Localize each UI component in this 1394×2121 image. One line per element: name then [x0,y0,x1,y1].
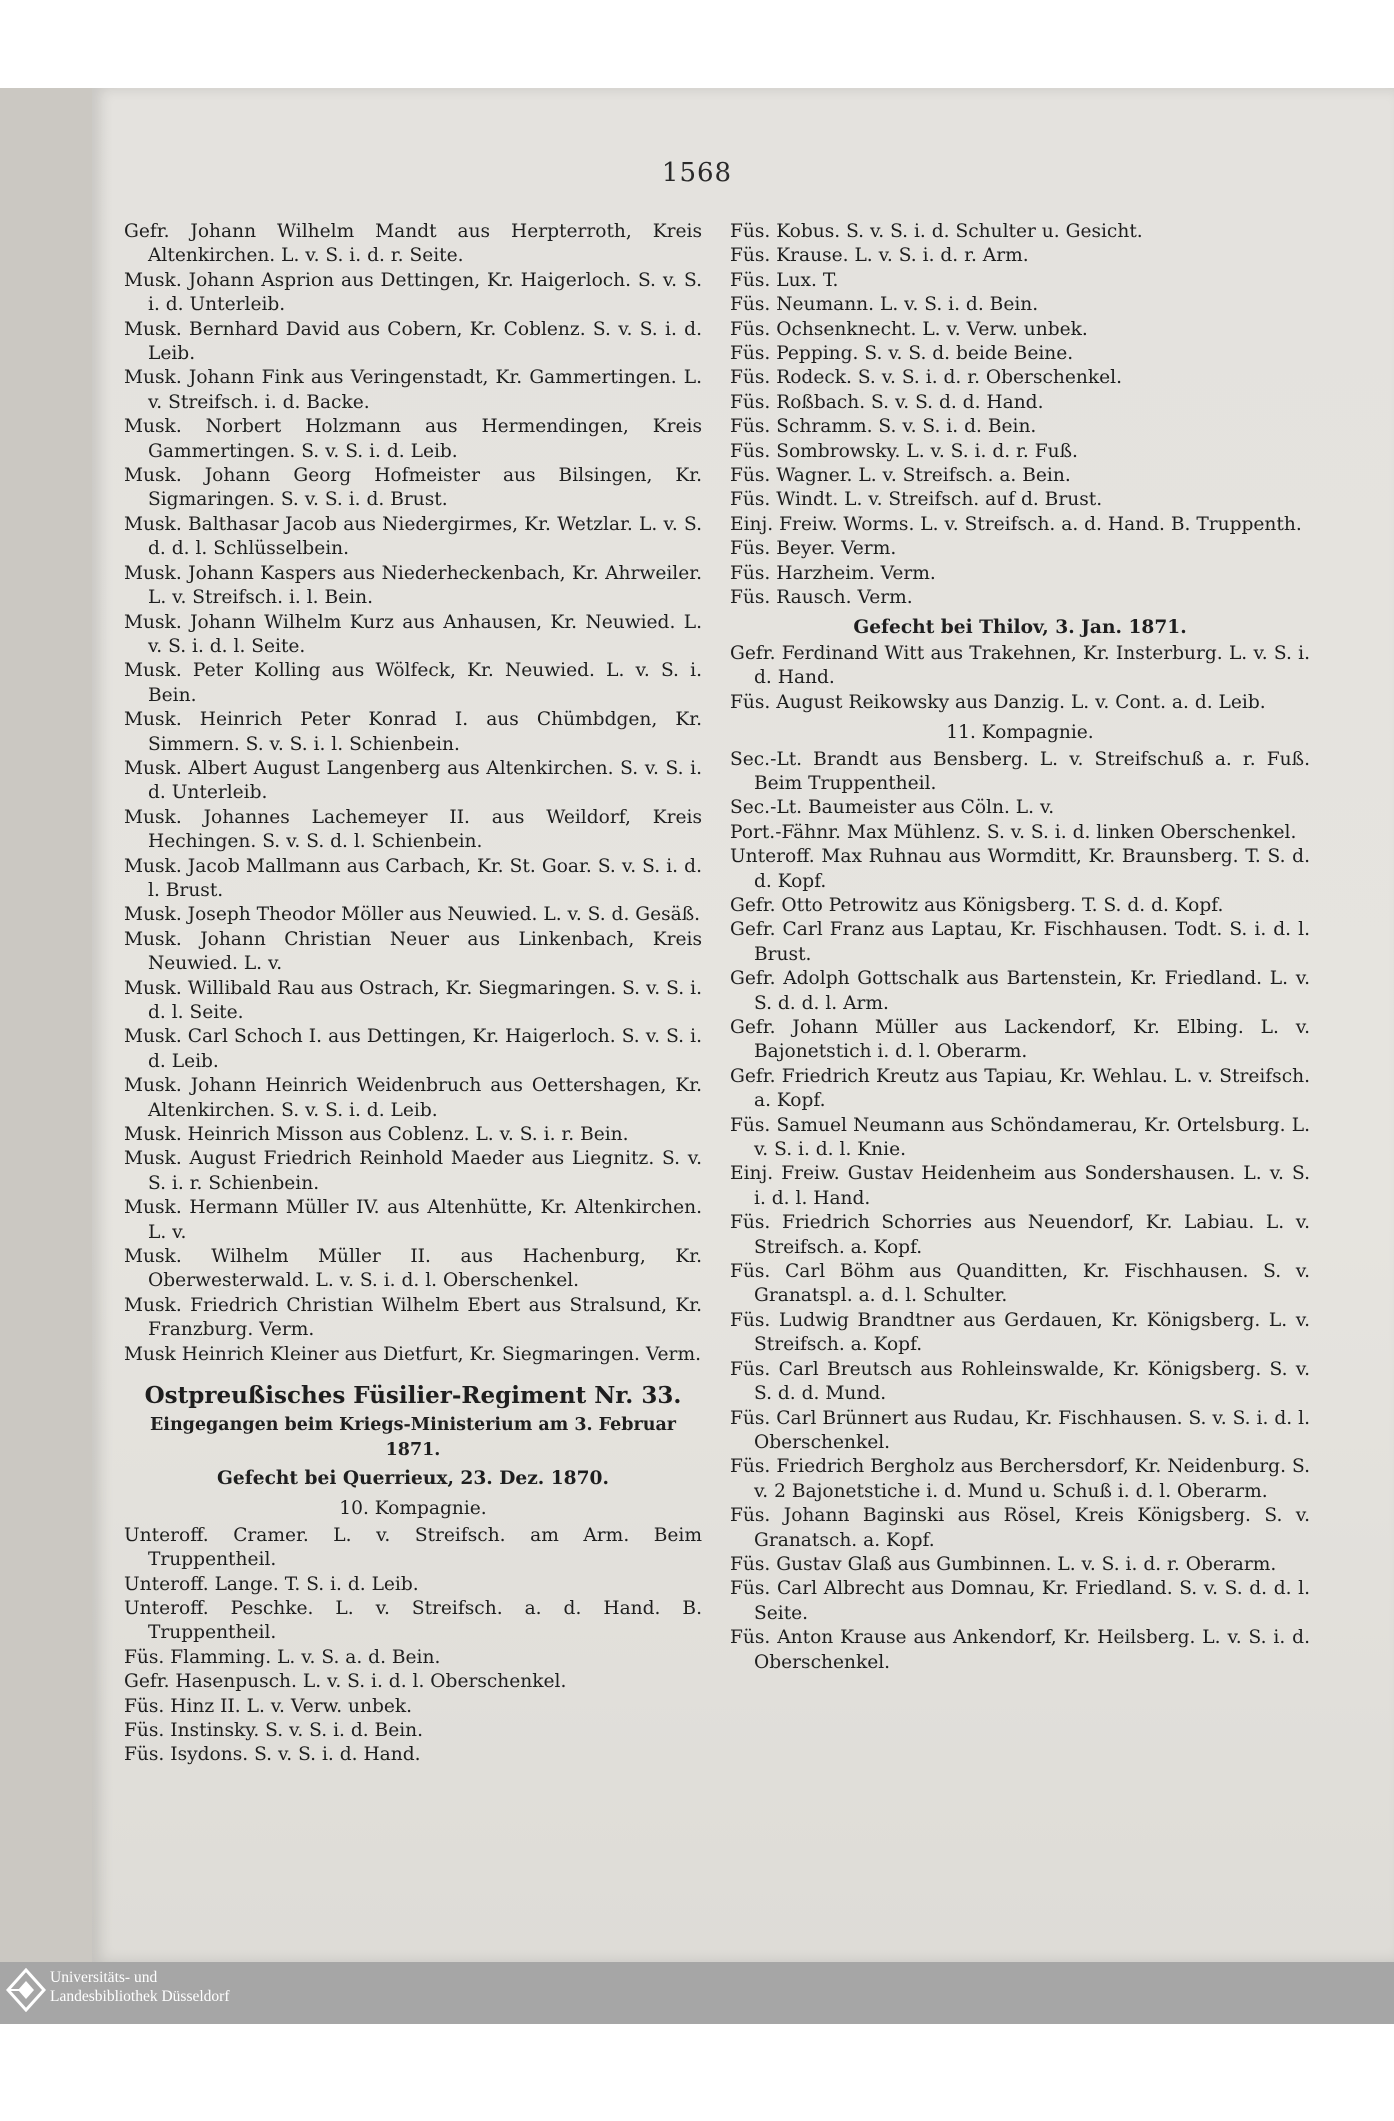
casualty-entry: Musk. Johannes Lachemeyer II. aus Weildorf, Kreis Hechingen. S. v. S. d. l. Schienbein. [124,806,702,853]
casualty-entry: Füs. Samuel Neumann aus Schöndamerau, Kr. Ortelsburg. L. v. S. i. d. l. Knie. [730,1114,1310,1161]
casualty-entry: Füs. Beyer. Verm. [730,538,897,560]
casualty-entry: Unteroff. Lange. T. S. i. d. Leib. [124,1573,419,1595]
casualty-entry: Musk. Johann Fink aus Veringenstadt, Kr. Gammertingen. L. v. Streifsch. i. d. Backe. [124,367,702,413]
casualty-entry: Unteroff. Max Ruhnau aus Wormditt, Kr. Braunsberg. T. S. d. d. Kopf. [730,846,1310,892]
casualty-entry: Füs. Rausch. Verm. [730,587,913,609]
page-number: 1568 [661,158,733,188]
casualty-entry: Füs. Friedrich Bergholz aus Berchersdorf, Kr. Neidenburg. S. v. 2 Bajonetstiche i. d. Mund u. Schuß i. d. l. Oberarm. [730,1456,1310,1502]
library-name-line1: Universitäts- und [50,1969,158,1986]
casualty-entry: Füs. Instinsky. S. v. S. i. d. Bein. [124,1719,424,1741]
casualty-entry: Musk. Joseph Theodor Möller aus Neuwied. L. v. S. d. Gesäß. [124,904,701,926]
casualty-entry: Füs. Harzheim. Verm. [730,562,936,584]
casualty-entry: Füs. Ludwig Brandtner aus Gerdauen, Kr. Königsberg. L. v. Streifsch. a. Kopf. [730,1309,1310,1356]
casualty-entry: Gefr. Adolph Gottschalk aus Bartenstein, Kr. Friedland. L. v. S. d. d. l. Arm. [730,968,1310,1014]
casualty-entry: Gefr. Ferdinand Witt aus Trakehnen, Kr. Insterburg. L. v. S. i. d. Hand. [730,642,1310,689]
casualty-entry: Gefr. Friedrich Kreutz aus Tapiau, Kr. Wehlau. L. v. Streifsch. a. Kopf. [730,1065,1310,1112]
casualty-entry: Musk. Johann Christian Neuer aus Linkenbach, Kreis Neuwied. L. v. [124,928,702,975]
casualty-entry: Musk. Heinrich Misson aus Coblenz. L. v. S. i. r. Bein. [124,1124,629,1146]
casualty-entry: Füs. Schramm. S. v. S. i. d. Bein. [730,416,1037,438]
library-name-line2: Landesbibliothek Düsseldorf [50,1988,230,2005]
casualty-entry: Musk. Willibald Rau aus Ostrach, Kr. Siegmaringen. S. v. S. i. d. l. Seite. [124,977,702,1023]
casualty-entry: Füs. Carl Böhm aus Quanditten, Kr. Fischhausen. S. v. Granatspl. a. d. l. Schulter. [730,1261,1310,1307]
casualty-entry: Unteroff. Peschke. L. v. Streifsch. a. d. Hand. B. Truppentheil. [124,1597,702,1644]
section-heading: Eingegangen beim Kriegs-Ministerium am 3. Februar 1871. [149,1415,677,1460]
casualty-entry: Gefr. Hasenpusch. L. v. S. i. d. l. Oberschenkel. [124,1671,567,1693]
section-heading: Gefecht bei Querrieux, 23. Dez. 1870. [217,1467,609,1489]
casualty-entry: Musk. Balthasar Jacob aus Niedergirmes, Kr. Wetzlar. L. v. S. d. d. l. Schlüsselbein. [124,513,702,560]
casualty-entry: Musk. August Friedrich Reinhold Maeder aus Liegnitz. S. v. S. i. r. Schienbein. [124,1148,702,1194]
casualty-entry: Füs. Neumann. L. v. S. i. d. Bein. [730,294,1039,316]
casualty-entry: Musk Heinrich Kleiner aus Dietfurt, Kr. Siegmaringen. Verm. [124,1343,701,1365]
casualty-entry: Füs. Carl Breutsch aus Rohleinswalde, Kr. Königsberg. S. v. S. d. d. Mund. [730,1358,1310,1405]
casualty-entry: Gefr. Johann Wilhelm Mandt aus Herpterroth, Kreis Altenkirchen. L. v. S. i. d. r. Seite. [124,221,702,267]
casualty-entry: Musk. Johann Asprion aus Dettingen, Kr. Haigerloch. S. v. S. i. d. Unterleib. [124,269,702,316]
casualty-entry: Einj. Freiw. Gustav Heidenheim aus Sondershausen. L. v. S. i. d. l. Hand. [730,1163,1310,1209]
casualty-entry: Füs. August Reikowsky aus Danzig. L. v. Cont. a. d. Leib. [730,691,1266,713]
casualty-entry: Füs. Krause. L. v. S. i. d. r. Arm. [730,245,1029,267]
casualty-entry: Musk. Johann Heinrich Weidenbruch aus Oettershagen, Kr. Altenkirchen. S. v. S. i. d. Leib. [124,1075,702,1121]
casualty-entry: Musk. Jacob Mallmann aus Carbach, Kr. St. Goar. S. v. S. i. d. l. Brust. [124,855,702,901]
casualty-entry: Port.-Fähnr. Max Mühlenz. S. v. S. i. d. linken Oberschenkel. [730,821,1297,843]
casualty-entry: Gefr. Johann Müller aus Lackendorf, Kr. Elbing. L. v. Bajonetstich i. d. l. Oberarm. [730,1017,1310,1063]
casualty-entry: Sec.-Lt. Brandt aus Bensberg. L. v. Streifschuß a. r. Fuß. Beim Truppentheil. [730,748,1310,794]
casualty-entry: Füs. Ochsenknecht. L. v. Verw. unbek. [730,318,1088,340]
casualty-entry: Musk. Norbert Holzmann aus Hermendingen, Kreis Gammertingen. S. v. S. i. d. Leib. [124,416,702,462]
casualty-entry: Einj. Freiw. Worms. L. v. Streifsch. a. d. Hand. B. Truppenth. [730,513,1302,535]
casualty-entry: Musk. Hermann Müller IV. aus Altenhütte, Kr. Altenkirchen. L. v. [124,1197,702,1243]
casualty-entry: Füs. Gustav Glaß aus Gumbinnen. L. v. S. i. d. r. Oberarm. [730,1553,1277,1575]
casualty-entry: Füs. Johann Baginski aus Rösel, Kreis Königsberg. S. v. Granatsch. a. Kopf. [730,1505,1310,1551]
casualty-entry: Füs. Sombrowsky. L. v. S. i. d. r. Fuß. [730,440,1078,462]
ulb-logo-icon[interactable] [6,1968,46,2012]
section-heading: Ostpreußisches Füsilier-Regiment Nr. 33. [144,1382,682,1410]
casualty-entry: Füs. Kobus. S. v. S. i. d. Schulter u. Gesicht. [730,221,1143,242]
casualty-entry: Füs. Friedrich Schorries aus Neuendorf, Kr. Labiau. L. v. Streifsch. a. Kopf. [730,1212,1310,1258]
casualty-entry: Musk. Johann Wilhelm Kurz aus Anhausen, Kr. Neuwied. L. v. S. i. d. l. Seite. [124,611,702,657]
casualty-entry: Gefr. Otto Petrowitz aus Königsberg. T. S. d. d. Kopf. [730,894,1224,916]
casualty-entry: Füs. Carl Albrecht aus Domnau, Kr. Friedland. S. v. S. d. d. l. Seite. [730,1578,1310,1624]
casualty-entry: Sec.-Lt. Baumeister aus Cöln. L. v. [730,797,1055,819]
casualty-entry: Füs. Anton Krause aus Ankendorf, Kr. Heilsberg. L. v. S. i. d. Oberschenkel. [730,1627,1310,1673]
company-heading: 11. Kompagnie. [946,722,1094,744]
casualty-entry: Füs. Rodeck. S. v. S. i. d. r. Oberschenkel. [730,367,1122,389]
casualty-entry: Füs. Isydons. S. v. S. i. d. Hand. [124,1744,421,1766]
casualty-entry: Musk. Friedrich Christian Wilhelm Ebert aus Stralsund, Kr. Franzburg. Verm. [124,1294,702,1341]
casualty-entry: Musk. Johann Kaspers aus Niederheckenbach, Kr. Ahrweiler. L. v. Streifsch. i. l. Bein. [124,562,702,609]
casualty-entry: Musk. Carl Schoch I. aus Dettingen, Kr. Haigerloch. S. v. S. i. d. Leib. [124,1026,702,1072]
right-column [730,220,1310,1675]
casualty-entry: Füs. Windt. L. v. Streifsch. auf d. Brust. [730,489,1103,511]
casualty-entry: Musk. Albert August Langenberg aus Altenkirchen. S. v. S. i. d. Unterleib. [124,757,702,804]
library-name[interactable] [50,1968,230,2006]
casualty-entry: Musk. Johann Georg Hofmeister aus Bilsingen, Kr. Sigmaringen. S. v. S. i. d. Brust. [124,465,702,511]
casualty-entry: Musk. Heinrich Peter Konrad I. aus Chümbdgen, Kr. Simmern. S. v. S. i. l. Schienbein. [124,709,702,755]
casualty-entry: Gefr. Carl Franz aus Laptau, Kr. Fischhausen. Todt. S. i. d. l. Brust. [730,919,1310,965]
section-heading: Gefecht bei Thilov, 3. Jan. 1871. [853,616,1187,638]
casualty-entry: Füs. Flamming. L. v. S. a. d. Bein. [124,1646,441,1668]
casualty-entry: Unteroff. Cramer. L. v. Streifsch. am Arm. Beim Truppentheil. [124,1524,702,1571]
left-column [124,220,702,1768]
casualty-entry: Musk. Peter Kolling aus Wölfeck, Kr. Neuwied. L. v. S. i. Bein. [124,660,702,706]
casualty-entry: Füs. Roßbach. S. v. S. d. d. Hand. [730,391,1044,413]
casualty-entry: Füs. Wagner. L. v. Streifsch. a. Bein. [730,465,1071,487]
casualty-entry: Musk. Wilhelm Müller II. aus Hachenburg, Kr. Oberwesterwald. L. v. S. i. d. l. Oberschenkel. [124,1246,702,1292]
casualty-entry: Füs. Lux. T. [730,269,839,291]
casualty-entry: Füs. Carl Brünnert aus Rudau, Kr. Fischhausen. S. v. S. i. d. l. Oberschenkel. [730,1407,1310,1453]
casualty-entry: Musk. Bernhard David aus Cobern, Kr. Coblenz. S. v. S. i. d. Leib. [124,318,702,365]
company-heading: 10. Kompagnie. [339,1498,487,1520]
casualty-entry: Füs. Pepping. S. v. S. d. beide Beine. [730,343,1074,365]
casualty-entry: Füs. Hinz II. L. v. Verw. unbek. [124,1695,413,1717]
